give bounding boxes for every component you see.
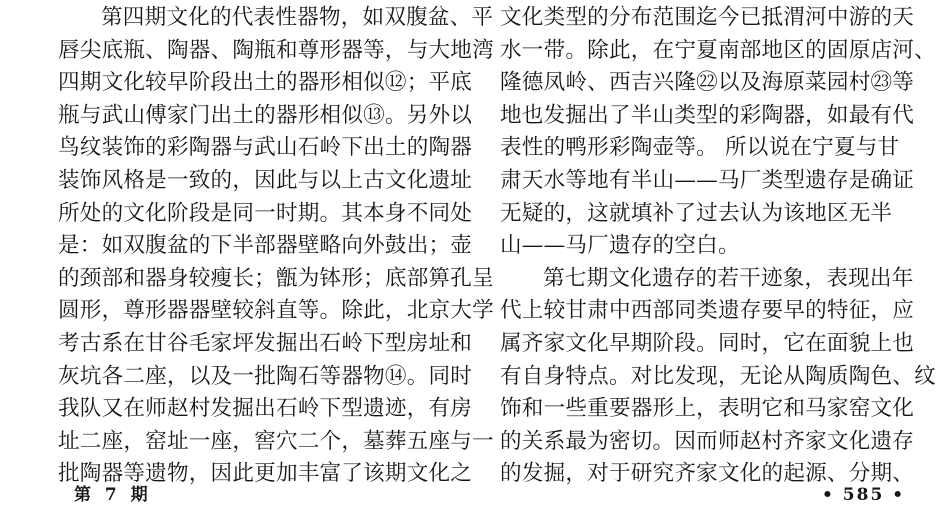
body-text-line: 所处的文化阶段是同一时期。其本身不同处 (58, 200, 473, 226)
body-text-line: 鸟纹装饰的彩陶器与武山石岭下出土的陶器 (58, 135, 473, 161)
body-text-line: 属齐家文化早期阶段。同时，它在面貌上也 (500, 330, 915, 356)
body-text-line: 考古系在甘谷毛家坪发掘出石岭下型房址和 (58, 330, 473, 356)
left-text-column (58, 2, 494, 491)
page-number: • 585 • (822, 485, 906, 505)
body-text-line: 隆德凤岭、西吉兴隆㉒以及海原菜园村㉓等 (500, 70, 915, 96)
body-text-line: 饰和一些重要器形上，表明它和马家窑文化 (500, 396, 915, 422)
body-text-line: 是：如双腹盆的下半部器壁略向外鼓出；壶 (58, 233, 473, 259)
body-text-line: 有自身特点。对比发现，无论从陶质陶色、纹 (500, 363, 936, 389)
body-text-line: 代上较甘肃中西部同类遗存要早的特征，应 (500, 298, 915, 324)
body-text-line: 唇尖底瓶、陶器、陶瓶和尊形器等，与大地湾 (58, 37, 494, 63)
right-text-column (500, 2, 936, 491)
body-text-line: 我队又在师赵村发掘出石岭下型遗迹，有房 (58, 396, 473, 422)
body-text-line: 无疑的，这就填补了过去认为该地区无半 (500, 200, 893, 226)
body-text-line: 灰坑各二座，以及一批陶石等器物⑭。同时 (58, 363, 473, 389)
body-text-line: 文化类型的分布范围迄今已抵渭河中游的天 (500, 5, 915, 30)
body-text-line: 地也发掘出了半山类型的彩陶器，如最有代 (500, 102, 915, 128)
body-text-line: 装饰风格是一致的，因此与以上古文化遗址 (58, 167, 473, 193)
body-text-line: 第四期文化的代表性器物，如双腹盆、平 (101, 5, 494, 30)
body-text-line: 肃天水等地有半山——马厂类型遗存是确证 (500, 167, 915, 193)
body-text-line: 的颈部和器身较瘦长；甑为钵形；底部箅孔呈 (58, 265, 494, 291)
body-text-line: 瓶与武山傅家门出土的器形相似⑬。另外以 (58, 102, 473, 128)
body-text-line: 表性的鸭形彩陶壶等。 所以说在宁夏与甘 (500, 135, 900, 161)
issue-label: 第 7 期 (74, 485, 152, 505)
body-text-line: 水一带。除此，在宁夏南部地区的固原店河、 (500, 37, 936, 63)
body-text-line: 四期文化较早阶段出土的器形相似⑫；平底 (58, 70, 473, 96)
body-text-line: 的关系最为密切。因而师赵村齐家文化遗存 (500, 428, 915, 454)
body-text-line: 址二座，窑址一座，窖穴二个，墓葬五座与一 (58, 428, 494, 454)
body-text-line: 的发掘，对于研究齐家文化的起源、分期、 (500, 461, 915, 487)
body-text-line: 圆形，尊形器器壁较斜直等。除此，北京大学 (58, 298, 494, 324)
body-text-line: 山——马厂遗存的空白。 (500, 233, 740, 259)
body-text-line: 批陶器等遗物，因此更加丰富了该期文化之 (58, 461, 473, 487)
body-text-line: 第七期文化遗存的若干迹象，表现出年 (543, 265, 914, 291)
